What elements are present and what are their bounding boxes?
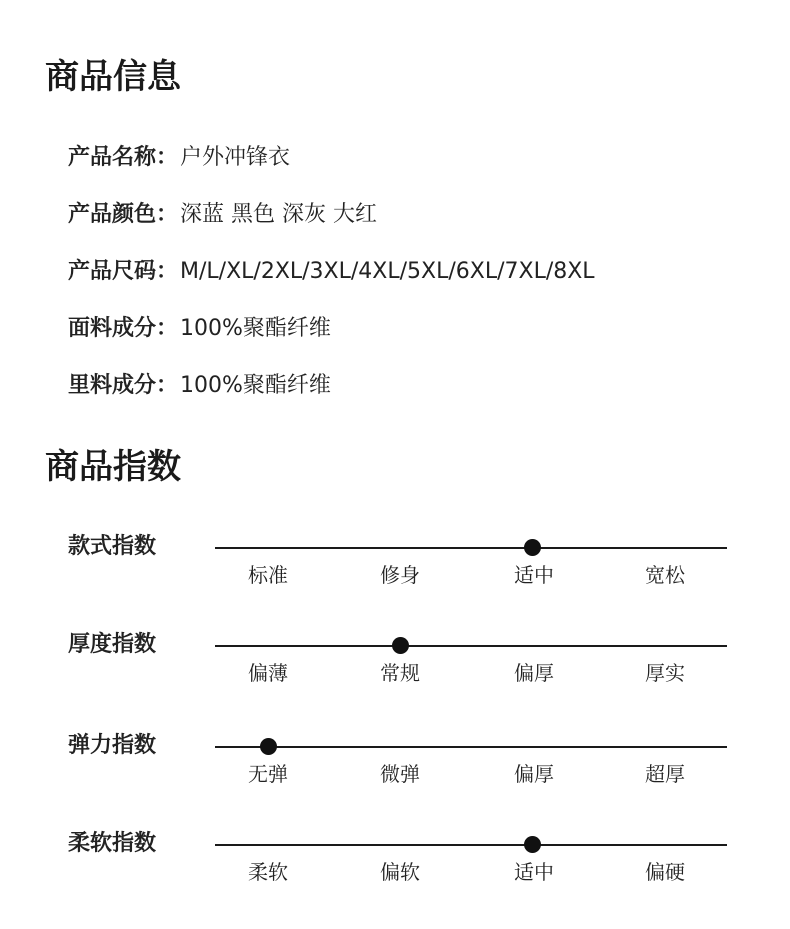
index-marker-dot [260, 738, 277, 755]
index-scale-line [215, 547, 727, 549]
info-row-fabric [68, 318, 331, 340]
index-row [0, 634, 790, 714]
index-option-label: 适中 [514, 563, 554, 587]
index-option-label: 超厚 [645, 762, 685, 786]
index-scale-line [215, 746, 727, 748]
info-row-name [68, 147, 290, 169]
index-marker-dot [392, 637, 409, 654]
index-option-label: 偏软 [380, 860, 420, 884]
index-option-label: 修身 [380, 563, 420, 587]
info-label: 面料成分： [68, 316, 179, 341]
index-option-label: 柔软 [248, 860, 288, 884]
info-row-lining [68, 375, 331, 397]
info-value: 深蓝 黑色 深灰 大红 [180, 202, 377, 227]
product-info-title: 商品信息 [45, 57, 181, 97]
index-option-label: 无弹 [248, 762, 288, 786]
info-value: 100%聚酯纤维 [180, 373, 331, 398]
index-label: 柔软指数 [68, 831, 157, 856]
index-option-label: 宽松 [645, 563, 685, 587]
index-scale-line [215, 645, 727, 647]
index-label: 弹力指数 [68, 733, 157, 758]
info-label: 产品颜色： [68, 202, 179, 227]
info-row-size [68, 261, 595, 283]
info-label: 产品尺码： [68, 259, 179, 284]
info-value: 100%聚酯纤维 [180, 316, 331, 341]
info-row-color [68, 204, 377, 226]
index-option-label: 标准 [248, 563, 288, 587]
index-option-label: 厚实 [645, 661, 685, 685]
index-option-label: 偏厚 [514, 762, 554, 786]
index-option-label: 常规 [380, 661, 420, 685]
index-option-label: 偏薄 [248, 661, 288, 685]
info-label: 产品名称： [68, 145, 179, 170]
index-option-label: 适中 [514, 860, 554, 884]
index-scale-line [215, 844, 727, 846]
index-row [0, 735, 790, 815]
index-option-label: 偏硬 [645, 860, 685, 884]
index-row [0, 833, 790, 913]
index-row [0, 536, 790, 616]
index-marker-dot [524, 836, 541, 853]
index-option-label: 微弹 [380, 762, 420, 786]
info-value: 户外冲锋衣 [180, 145, 291, 170]
info-value: M/L/XL/2XL/3XL/4XL/5XL/6XL/7XL/8XL [180, 259, 595, 284]
index-marker-dot [524, 539, 541, 556]
index-option-label: 偏厚 [514, 661, 554, 685]
info-label: 里料成分： [68, 373, 179, 398]
index-label: 厚度指数 [68, 632, 157, 657]
product-index-title: 商品指数 [45, 447, 181, 487]
index-label: 款式指数 [68, 534, 157, 559]
